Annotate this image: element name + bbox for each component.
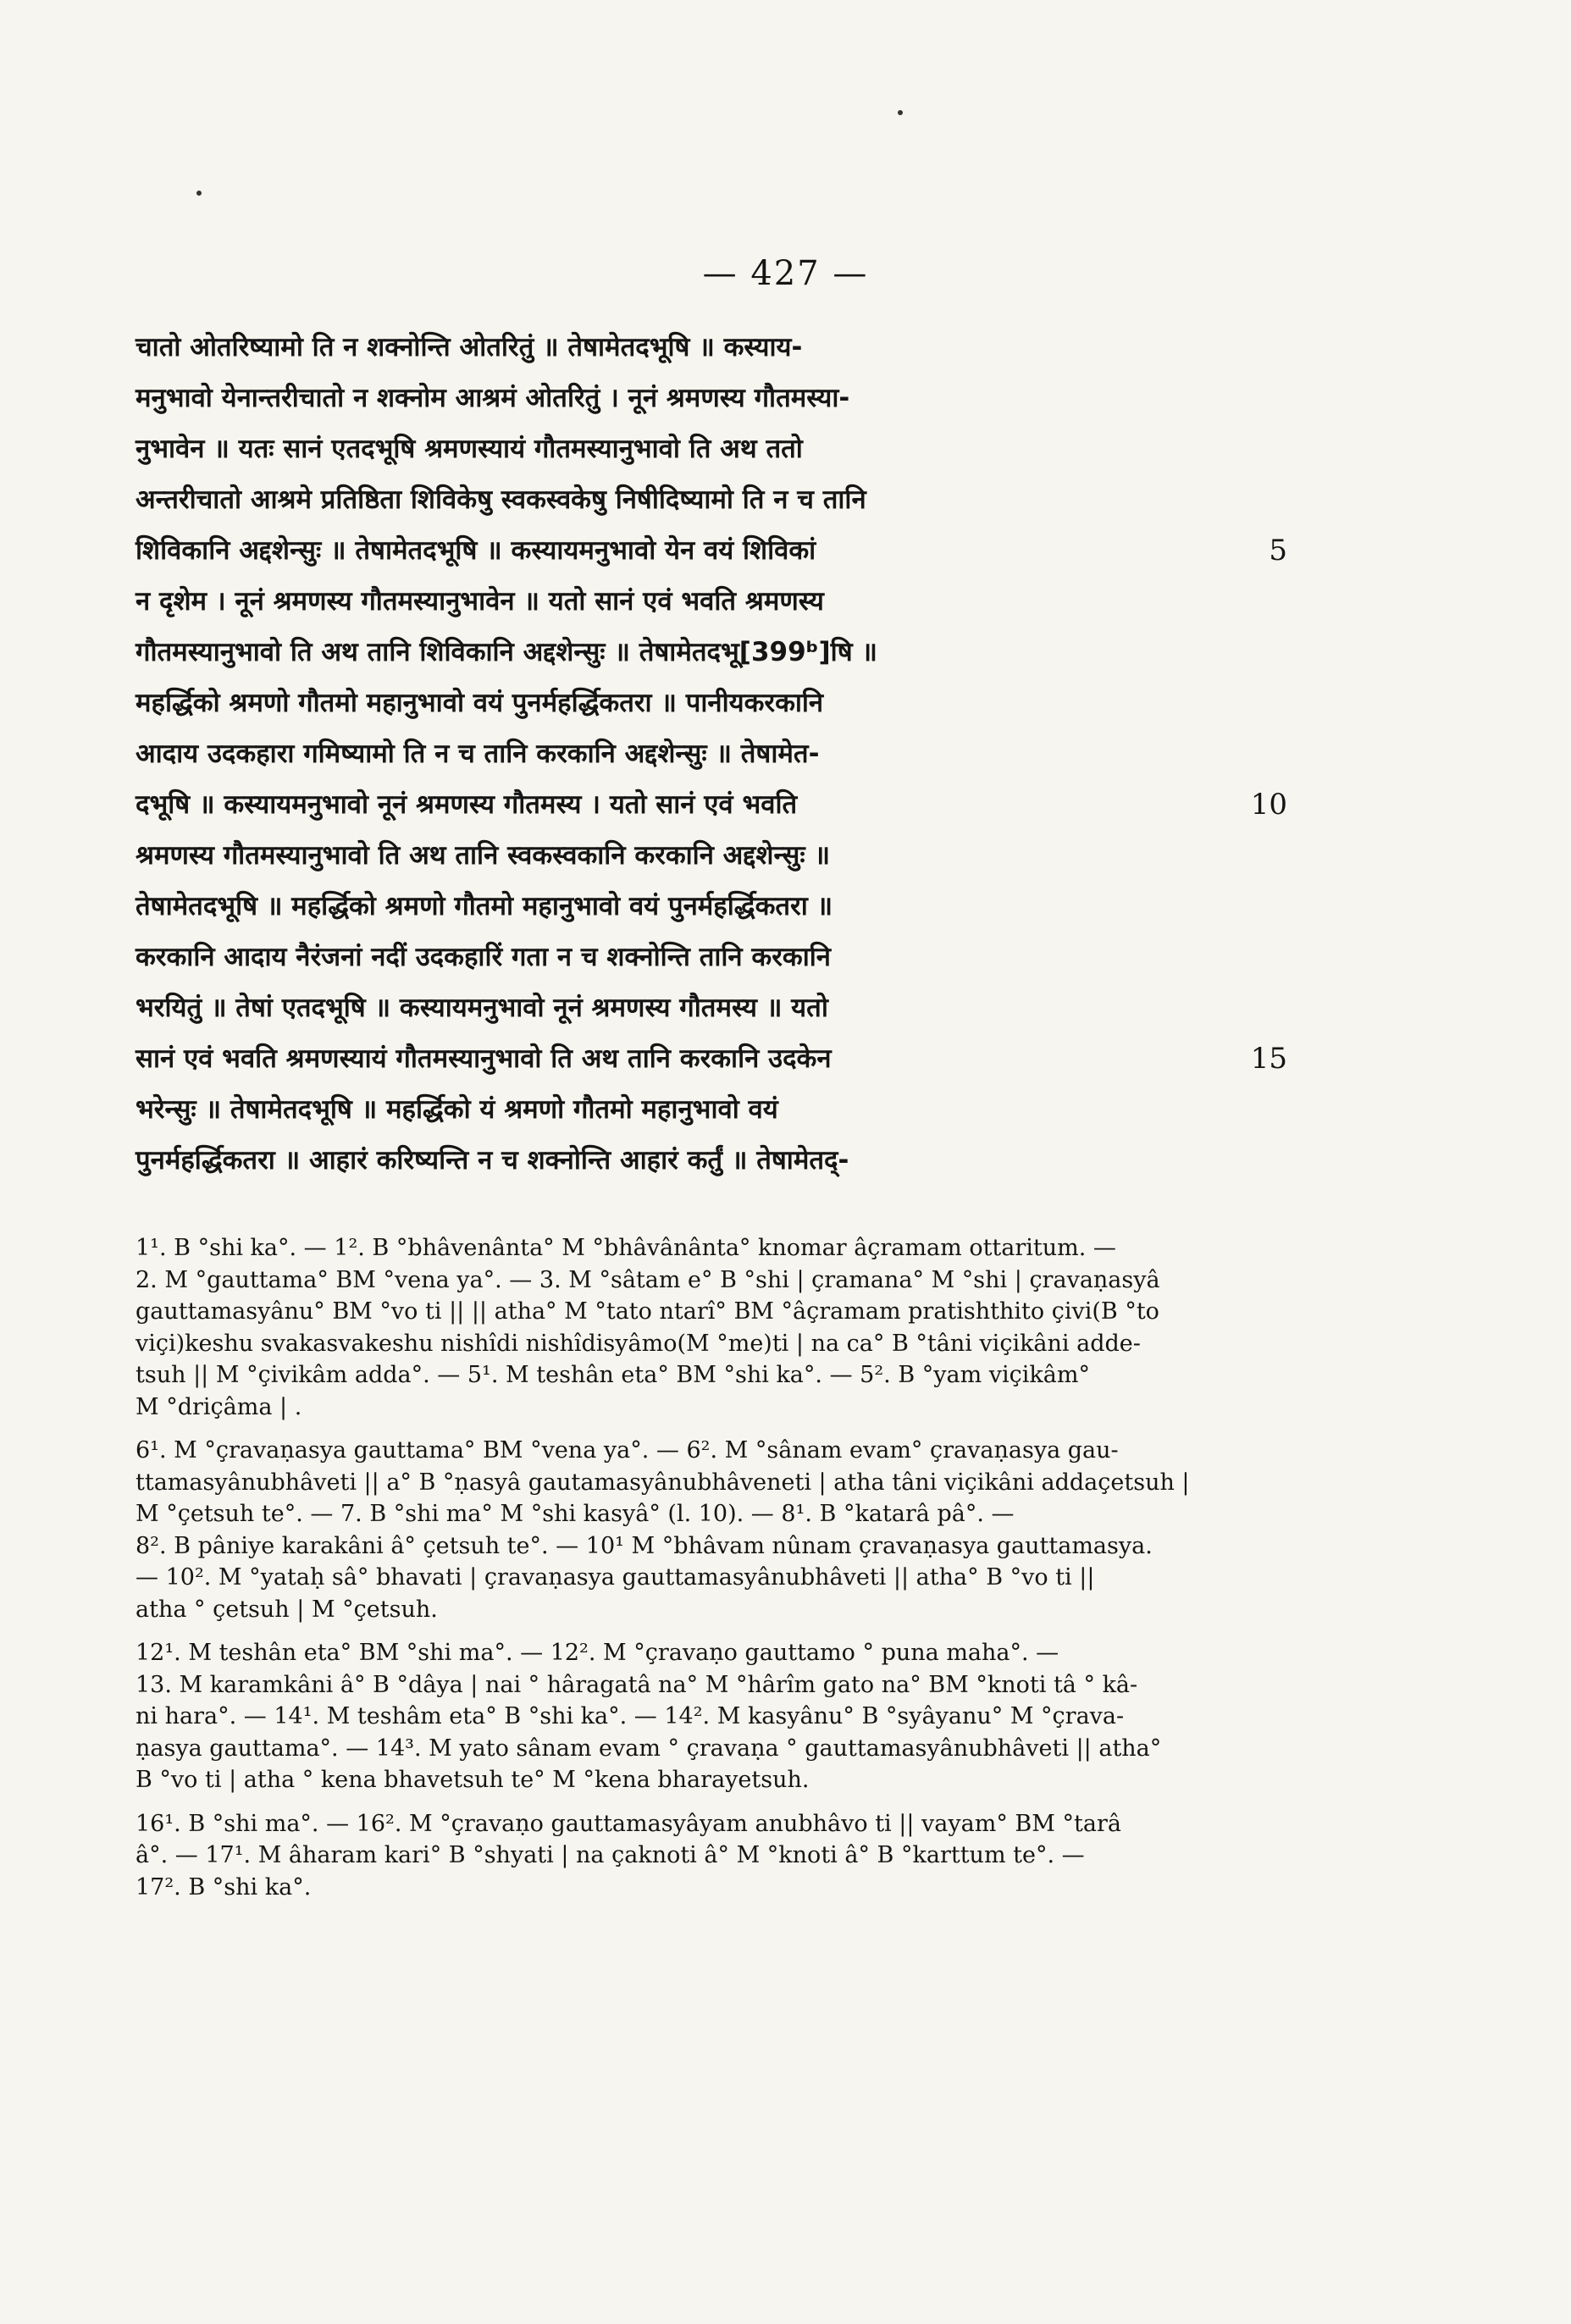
scan-speck bbox=[898, 110, 903, 115]
text-line bbox=[136, 373, 1236, 423]
text-line bbox=[136, 982, 1236, 1033]
scan-speck bbox=[196, 191, 202, 196]
text-line bbox=[136, 830, 1236, 881]
line-text: अन्तरीचातो आश्रमे प्रतिष्ठिता शिविकेषु स्वकस्वकेषु निषीदिष्यामो ति न च तानि bbox=[136, 484, 866, 515]
line-text: न दृशेम । नूनं श्रमणस्य गौतमस्यानुभावेन ॥ यतो सानं एवं भवति श्रमणस्य bbox=[136, 586, 824, 617]
text-line bbox=[136, 1135, 1236, 1186]
line-text: पुनर्महर्द्धिकतरा ॥ आहारं करिष्यन्ति न च शक्नोन्ति आहारं कर्तुं ॥ तेषामेतद्- bbox=[136, 1145, 849, 1176]
footnote-line: 1¹. B °shi ka°. — 1². B °bhâvenânta° M °bhâvânânta° knomar âçramam ottaritum. — bbox=[136, 1235, 1116, 1261]
footnote-group bbox=[136, 1808, 1253, 1904]
text-line bbox=[136, 525, 1287, 576]
line-text: मनुभावो येनान्तरीचातो न शक्नोम आश्रमं ओतरितुं । नूनं श्रमणस्य गौतमस्या- bbox=[136, 383, 850, 413]
text-line bbox=[136, 322, 1236, 373]
footnote-line: â°. — 17¹. M âharam kari° B °shyati | na çaknoti â° M °knoti â° B °karttum te°. — bbox=[136, 1842, 1085, 1868]
line-text: भरेन्सुः ॥ तेषामेतदभूषि ॥ महर्द्धिको यं श्रमणो गौतमो महानुभावो वयं bbox=[136, 1094, 778, 1125]
line-text: नुभावेन ॥ यतः सानं एतदभूषि श्रमणस्यायं गौतमस्यानुभावो ति अथ ततो bbox=[136, 434, 803, 464]
text-line bbox=[136, 932, 1236, 982]
text-line bbox=[136, 576, 1236, 627]
footnote-line: viçi)keshu svakasvakeshu nishîdi nishîdisyâmo(M °me)ti | na ca° B °tâni viçikâni adde- bbox=[136, 1330, 1141, 1357]
text-line bbox=[136, 881, 1236, 932]
line-text: श्रमणस्य गौतमस्यानुभावो ति अथ तानि स्वकस्वकानि करकानि अद्दशेन्सुः ॥ bbox=[136, 840, 831, 871]
line-number: 5 bbox=[1269, 534, 1287, 567]
text-line bbox=[136, 678, 1236, 728]
footnote-line: 8². B pâniye karakâni â° çetsuh te°. — 10¹ M °bhâvam nûnam çravaṇasya gauttamasya. bbox=[136, 1532, 1153, 1559]
footnote-group bbox=[136, 1637, 1253, 1796]
line-text: आदाय उदकहारा गमिष्यामो ति न च तानि करकानि अद्दशेन्सुः ॥ तेषामेत- bbox=[136, 739, 820, 769]
footnotes-block bbox=[136, 1232, 1253, 1915]
line-text: गौतमस्यानुभावो ति अथ तानि शिविकानि अद्दशेन्सुः ॥ तेषामेतदभू[399ᵇ]षि ॥ bbox=[136, 637, 877, 667]
text-line bbox=[136, 728, 1236, 779]
footnote-line: M °driçâma | . bbox=[136, 1393, 302, 1420]
footnote-line: ṇasya gauttama°. — 14³. M yato sânam evam ° çravaṇa ° gauttamasyânubhâveti || atha° bbox=[136, 1735, 1162, 1762]
footnote-line: 17². B °shi ka°. bbox=[136, 1873, 312, 1901]
line-text: करकानि आदाय नैरंजनां नदीं उदकहारिं गता न च शक्नोन्ति तानि करकानि bbox=[136, 942, 831, 972]
text-line bbox=[136, 1033, 1287, 1084]
footnote-line: 13. M karamkâni â° B °dâya | nai ° hâragatâ na° M °hârîm gato na° BM °knoti tâ ° kâ- bbox=[136, 1671, 1138, 1698]
page-number: — 427 — bbox=[702, 254, 869, 293]
footnote-line: 2. M °gauttama° BM °vena ya°. — 3. M °sâtam e° B °shi | çramana° M °shi | çravaṇasyâ bbox=[136, 1266, 1160, 1293]
footnote-line: tsuh || M °çivikâm adda°. — 5¹. M teshân eta° BM °shi ka°. — 5². B °yam viçikâm° bbox=[136, 1362, 1090, 1388]
line-number: 10 bbox=[1250, 788, 1287, 822]
text-line bbox=[136, 423, 1236, 474]
text-line bbox=[136, 627, 1236, 678]
footnote-group bbox=[136, 1232, 1253, 1423]
footnote-line: ni hara°. — 14¹. M teshâm eta° B °shi ka°. — 14². M kasyânu° B °syâyanu° M °çrava- bbox=[136, 1703, 1125, 1729]
text-line bbox=[136, 1084, 1236, 1135]
footnote-line: B °vo ti | atha ° kena bhavetsuh te° M °kena bharayetsuh. bbox=[136, 1767, 810, 1793]
line-text: सानं एवं भवति श्रमणस्यायं गौतमस्यानुभावो ति अथ तानि करकानि उदकेन bbox=[136, 1043, 832, 1074]
footnote-line: atha ° çetsuh | M °çetsuh. bbox=[136, 1596, 438, 1623]
footnote-line: — 10². M °yataḥ sâ° bhavati | çravaṇasya gauttamasyânubhâveti || atha° B °vo ti || bbox=[136, 1564, 1095, 1591]
line-text: तेषामेतदभूषि ॥ महर्द्धिको श्रमणो गौतमो महानुभावो वयं पुनर्महर्द्धिकतरा ॥ bbox=[136, 891, 833, 921]
footnote-line: gauttamasyânu° BM °vo ti || || atha° M °tato ntarî° BM °âçramam pratishthito çivi(B °to bbox=[136, 1298, 1159, 1325]
line-text: चातो ओतरिष्यामो ति न शक्नोन्ति ओतरितुं ॥ तेषामेतदभूषि ॥ कस्याय- bbox=[136, 332, 803, 362]
line-number: 15 bbox=[1250, 1042, 1287, 1076]
text-line bbox=[136, 474, 1236, 525]
line-text: दभूषि ॥ कस्यायमनुभावो नूनं श्रमणस्य गौतमस्य । यतो सानं एवं भवति bbox=[136, 789, 798, 820]
line-text: भरयितुं ॥ तेषां एतदभूषि ॥ कस्यायमनुभावो नूनं श्रमणस्य गौतमस्य ॥ यतो bbox=[136, 993, 828, 1023]
footnote-line: 12¹. M teshân eta° BM °shi ma°. — 12². M °çravaṇo gauttamo ° puna maha°. — bbox=[136, 1640, 1059, 1666]
footnote-group bbox=[136, 1435, 1253, 1625]
line-text: शिविकानि अद्दशेन्सुः ॥ तेषामेतदभूषि ॥ कस्यायमनुभावो येन वयं शिविकां bbox=[136, 535, 816, 566]
footnote-line: ttamasyânubhâveti || a° B °ṇasyâ gautamasyânubhâveneti | atha tâni viçikâni addaçetsuh | bbox=[136, 1469, 1190, 1496]
line-text: महर्द्धिको श्रमणो गौतमो महानुभावो वयं पुनर्महर्द्धिकतरा ॥ पानीयकरकानि bbox=[136, 688, 824, 718]
footnote-line: M °çetsuh te°. — 7. B °shi ma° M °shi kasyâ° (l. 10). — 8¹. B °katarâ pâ°. — bbox=[136, 1501, 1015, 1527]
footnote-line: 16¹. B °shi ma°. — 16². M °çravaṇo gauttamasyâyam anubhâvo ti || vayam° BM °tarâ bbox=[136, 1810, 1121, 1837]
footnote-line: 6¹. M °çravaṇasya gauttama° BM °vena ya°. — 6². M °sânam evam° çravaṇasya gau- bbox=[136, 1437, 1119, 1464]
main-text-block bbox=[136, 322, 1287, 1186]
text-line bbox=[136, 779, 1287, 830]
